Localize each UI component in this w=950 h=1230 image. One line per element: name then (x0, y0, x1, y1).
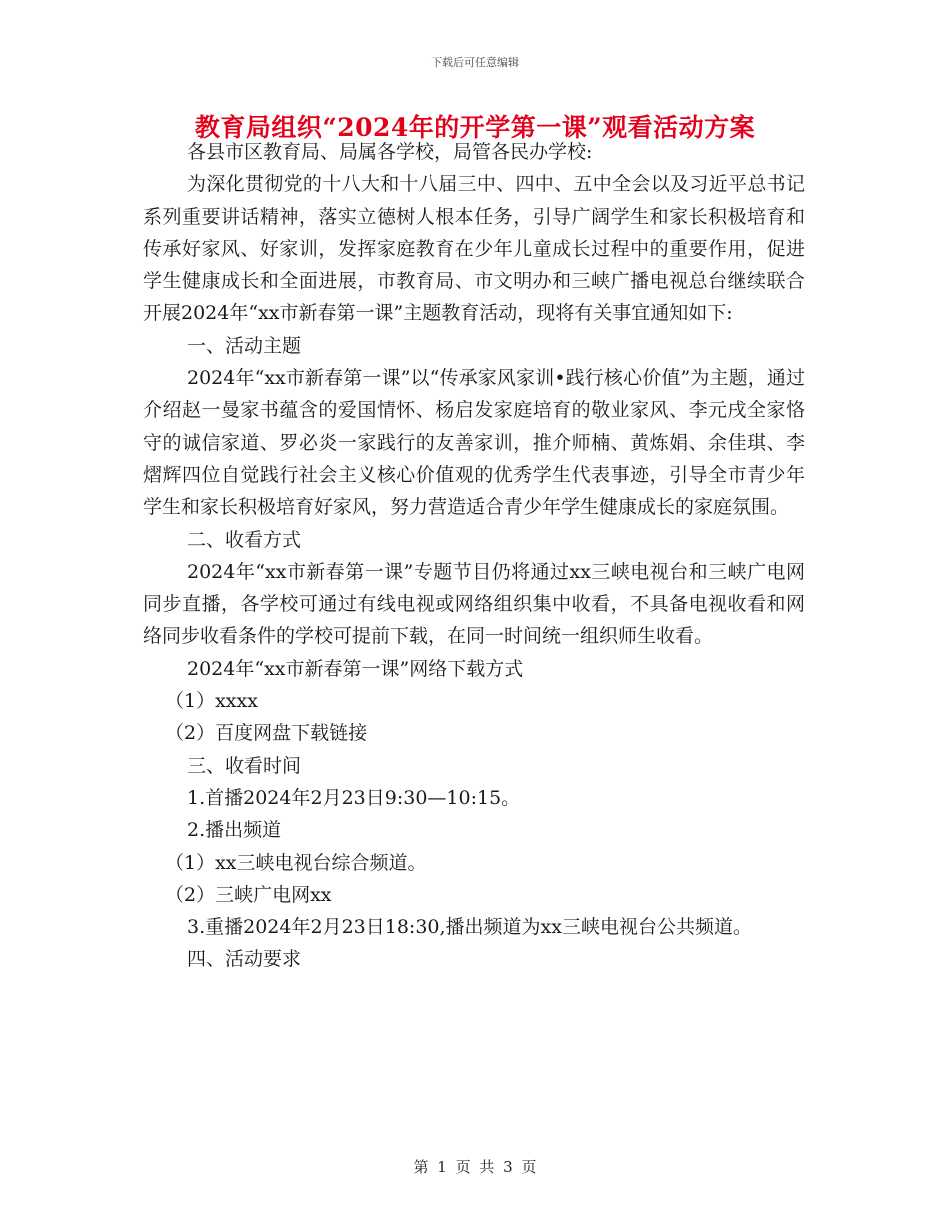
list-item-download-2: （2）百度网盘下载链接 (165, 722, 368, 745)
section-heading-viewing-time: 三、收看时间 (187, 754, 302, 777)
list-item-channel-2: （2）三峡广电网xx (165, 883, 332, 906)
section-heading-viewing-method: 二、收看方式 (187, 528, 302, 551)
section-heading-requirements: 四、活动要求 (187, 948, 302, 971)
list-item-channel: 2.播出频道 (187, 819, 282, 842)
section-heading-theme: 一、活动主题 (187, 334, 302, 357)
list-item-channel-1: （1）xx三峡电视台综合频道。 (165, 851, 427, 874)
body-paragraph-intro: 为深化贯彻党的十八大和十八届三中、四中、五中全会以及习近平总书记系列重要讲话精神，落实立德树人根本任务，引导广阔学生和家长积极培育和传承好家风、好家训，发挥家庭教育在少年儿童成长过程中的重要作用，促进学生健康成长和全面进展，市教育局、市文明办和三峡广播电视总台继续联合开展2024年“xx市新春第一课”主题教育活动，现将有关事宜通知如下: (143, 173, 805, 325)
page-header-note: 下载后可任意编辑 (431, 56, 519, 69)
document-title: 教育局组织“2024年的开学第一课”观看活动方案 (194, 113, 756, 142)
page-footer: 第 1 页 共 3 页 (413, 1158, 537, 1176)
document-body (143, 136, 805, 976)
list-item-premiere: 1.首播2024年2月23日9:30—10:15。 (187, 786, 521, 809)
body-paragraph-theme: 2024年“xx市新春第一课”以“传承家风家训•践行核心价值”为主题，通过介绍赵一曼家书蕴含的爱国情怀、杨启发家庭培育的敬业家风、李元戌全家恪守的诚信家道、罗必炎一家践行的友善家训，推介师楠、黄炼娟、余佳琪、李熠辉四位自觉践行社会主义核心价值观的优秀学生代表事迹，引导全市青少年学生和家长积极培育好家风，努力营造适合青少年学生健康成长的家庭氛围。 (143, 367, 805, 519)
list-item-rerun: 3.重播2024年2月23日18:30,播出频道为xx三峡电视台公共频道。 (187, 916, 752, 939)
salutation: 各县市区教育局、局属各学校，局管各民办学校: (187, 141, 593, 163)
download-method-line: 2024年“xx市新春第一课”网络下载方式 (187, 657, 524, 680)
body-paragraph-viewing-method: 2024年“xx市新春第一课”专题节目仍将通过xx三峡电视台和三峡广电网同步直播，各学校可通过有线电视或网络组织集中收看，不具备电视收看和网络同步收看条件的学校可提前下载，在同一时间统一组织师生收看。 (143, 560, 805, 648)
list-item-download-1: （1）xxxx (165, 690, 258, 713)
